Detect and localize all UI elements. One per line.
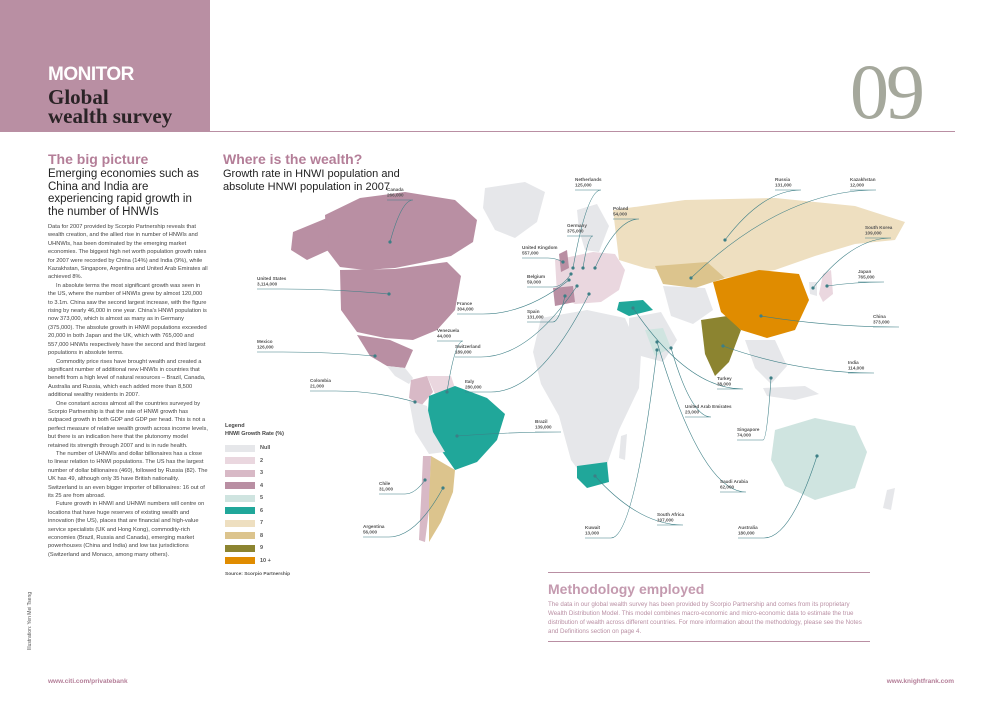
legend-subtitle: HNWI Growth Rate (%) bbox=[225, 431, 284, 437]
central-america-shape bbox=[387, 366, 413, 384]
country-hnwi-value-label: 21,000 bbox=[310, 383, 325, 389]
legend-label: 2 bbox=[260, 457, 264, 464]
country-marker-dot bbox=[567, 278, 570, 281]
body-paragraph: In absolute terms the most significant growth was seen in the US, where the number of HNWIs grew by almost 120,000 to 3.1m. China saw the second largest increase, with the figure rising by nearly 46,000 in one year. China's HNWI population is now 373,000, which is almost as many as in Germany (375,000). The absolute growth in HNWI populations exceeded 20,000 in both Japan and the UK, which with 765,000 and 557,000 HNWIs respectively have the second and third largest populations in absolute terms. bbox=[48, 282, 207, 357]
country-marker-dot bbox=[769, 376, 772, 379]
country-name-label: Colombia bbox=[310, 378, 331, 383]
southeast-asia-shape bbox=[745, 340, 787, 384]
country-hnwi-value-label: 12,000 bbox=[850, 182, 865, 188]
country-name-label: Germany bbox=[567, 223, 587, 228]
country-hnwi-value-label: 38,000 bbox=[717, 381, 732, 387]
mexico-shape bbox=[357, 335, 413, 368]
country-marker-dot bbox=[423, 478, 426, 481]
country-hnwi-value-label: 126,000 bbox=[257, 344, 274, 350]
country-name-label: Argentina bbox=[363, 524, 385, 529]
footer-link-knightfrank[interactable]: www.knightfrank.com bbox=[886, 678, 954, 685]
legend-row bbox=[225, 467, 315, 480]
country-marker-dot bbox=[569, 272, 572, 275]
alaska-shape bbox=[291, 218, 329, 260]
legend-swatch bbox=[225, 482, 255, 489]
turkey-shape bbox=[617, 300, 653, 316]
legend-row bbox=[225, 480, 315, 493]
page-title bbox=[48, 85, 173, 128]
country-callout bbox=[655, 340, 748, 492]
country-hnwi-value-label: 3,114,000 bbox=[257, 281, 278, 287]
country-callout bbox=[457, 278, 571, 314]
country-marker-dot bbox=[373, 354, 376, 357]
country-marker-dot bbox=[593, 266, 596, 269]
country-hnwi-value-label: 74,000 bbox=[737, 432, 752, 438]
legend-rows bbox=[225, 442, 315, 567]
country-name-label: Poland bbox=[613, 206, 629, 211]
country-name-label: Spain bbox=[527, 309, 540, 314]
big-picture-body bbox=[48, 223, 208, 559]
country-name-label: Mexico bbox=[257, 339, 273, 344]
country-name-label: Chile bbox=[379, 481, 391, 486]
country-callout bbox=[737, 376, 773, 440]
country-marker-dot bbox=[815, 454, 818, 457]
brazil-shape bbox=[427, 386, 505, 470]
legend-row bbox=[225, 530, 315, 543]
country-name-label: Australia bbox=[738, 525, 758, 530]
australia-shape bbox=[771, 418, 867, 500]
country-hnwi-value-label: 266,000 bbox=[387, 192, 404, 198]
big-picture-subheading: Emerging economies such as China and India are experiencing rapid growth in the number of HNWIs bbox=[48, 168, 199, 218]
new-zealand-shape bbox=[883, 488, 895, 510]
country-name-label: United Arab Emirates bbox=[685, 404, 732, 409]
methodology-box bbox=[548, 572, 870, 636]
legend-row bbox=[225, 555, 315, 568]
country-callout bbox=[310, 378, 417, 404]
country-callout bbox=[257, 339, 377, 358]
country-marker-dot bbox=[455, 434, 458, 437]
callout-leader-line bbox=[457, 280, 569, 314]
country-hnwi-value-label: 280,000 bbox=[465, 384, 482, 390]
country-hnwi-value-label: 131,000 bbox=[775, 182, 792, 188]
body-paragraph: Commodity price rises have brought wealth and created a significant number of additional new HNWIs in countries that benefit from a high level of natural resources – Brazil, Canada, Australia and Russia, which each added more than 8,500 additional wealthy residents in 2007. bbox=[48, 358, 206, 399]
legend-row bbox=[225, 492, 315, 505]
country-name-label: United States bbox=[257, 276, 287, 281]
big-picture-heading: The big picture bbox=[48, 151, 149, 167]
country-hnwi-value-label: 13,000 bbox=[585, 530, 600, 536]
country-hnwi-value-label: 109,000 bbox=[865, 230, 882, 236]
country-marker-dot bbox=[669, 346, 672, 349]
country-name-label: Belgium bbox=[527, 274, 546, 279]
country-hnwi-value-label: 54,000 bbox=[613, 211, 628, 217]
country-hnwi-value-label: 557,000 bbox=[522, 250, 539, 256]
country-marker-dot bbox=[759, 314, 762, 317]
country-hnwi-value-label: 125,000 bbox=[575, 182, 592, 188]
legend-swatch bbox=[225, 532, 255, 539]
legend-source: Source: Scorpio Partnership bbox=[225, 572, 291, 577]
country-name-label: Japan bbox=[858, 269, 872, 274]
country-name-label: Canada bbox=[387, 187, 404, 192]
canada-shape bbox=[325, 192, 477, 270]
footer-link-citi[interactable]: www.citi.com/privatebank bbox=[48, 678, 128, 685]
country-name-label: South Africa bbox=[657, 512, 685, 517]
legend-row bbox=[225, 542, 315, 555]
country-marker-dot bbox=[655, 348, 658, 351]
country-name-label: Venezuela bbox=[437, 328, 460, 333]
country-hnwi-value-label: 23,000 bbox=[685, 409, 700, 415]
country-hnwi-value-label: 44,000 bbox=[437, 333, 452, 339]
country-hnwi-value-label: 189,000 bbox=[455, 349, 472, 355]
country-name-label: Kazakhstan bbox=[850, 177, 876, 182]
country-marker-dot bbox=[721, 344, 724, 347]
country-name-label: Italy bbox=[465, 379, 475, 384]
country-marker-dot bbox=[413, 400, 416, 403]
argentina-shape bbox=[429, 456, 455, 542]
country-marker-dot bbox=[561, 260, 564, 263]
country-hnwi-value-label: 139,000 bbox=[535, 424, 552, 430]
legend-label: 5 bbox=[260, 495, 264, 502]
india-shape bbox=[701, 316, 741, 376]
country-hnwi-value-label: 56,000 bbox=[363, 529, 378, 535]
callout-leader-line bbox=[257, 352, 375, 356]
legend-row bbox=[225, 442, 315, 455]
country-name-label: Turkey bbox=[717, 376, 732, 381]
country-marker-dot bbox=[441, 486, 444, 489]
legend-title: Legend bbox=[225, 423, 245, 429]
country-hnwi-value-label: 114,000 bbox=[848, 365, 865, 371]
central-asia-shape bbox=[663, 286, 713, 324]
country-marker-dot bbox=[571, 266, 574, 269]
methodology-title: Methodology employed bbox=[548, 581, 705, 597]
page-number: 09 bbox=[850, 48, 922, 135]
country-name-label: Netherlands bbox=[575, 177, 602, 182]
legend-swatch bbox=[225, 545, 255, 552]
body-paragraph: One constant across almost all the countries surveyed by Scorpio Partnership is that the rate of HNWI growth has outpaced growth in both GDP and GDP per head. This is not a perfect measure of relative wealth growth across income levels, but there is an indication here that the plutonomy model retained its strength through 2007 and is in rude health. bbox=[48, 400, 208, 449]
legend-label: 6 bbox=[260, 507, 264, 514]
country-hnwi-value-label: 373,000 bbox=[873, 319, 890, 325]
legend-label: 8 bbox=[260, 532, 264, 539]
country-name-label: France bbox=[457, 301, 473, 306]
legend-swatch bbox=[225, 445, 255, 452]
country-marker-dot bbox=[581, 266, 584, 269]
country-hnwi-value-label: 62,000 bbox=[720, 484, 735, 490]
country-callout bbox=[379, 478, 427, 494]
country-name-label: Singapore bbox=[737, 427, 760, 432]
south-africa-shape bbox=[577, 462, 609, 488]
body-paragraph: The number of UHNWIs and dollar billionaires has a close to linear relation to HNWI populations. The US has the largest number of dollar billionaires (460), followed by Russia (82). The UK has 49, although only 35 have British nationality. Switzerland is an even bigger importer of billionaires: 16 out of its 25 are from abroad. bbox=[48, 450, 208, 499]
country-hnwi-value-label: 107,000 bbox=[657, 517, 674, 523]
country-name-label: Switzerland bbox=[455, 344, 481, 349]
legend-swatch bbox=[225, 470, 255, 477]
indonesia-shape bbox=[763, 386, 819, 400]
country-marker-dot bbox=[655, 340, 658, 343]
page-title-line2: wealth survey bbox=[48, 104, 173, 128]
legend-swatch bbox=[225, 557, 255, 564]
map-heading: Where is the wealth? bbox=[223, 151, 363, 167]
country-marker-dot bbox=[689, 276, 692, 279]
legend-row bbox=[225, 505, 315, 518]
country-hnwi-value-label: 31,000 bbox=[379, 486, 394, 492]
country-marker-dot bbox=[587, 292, 590, 295]
legend-label: 3 bbox=[260, 470, 264, 477]
legend-row bbox=[225, 455, 315, 468]
country-name-label: China bbox=[873, 314, 886, 319]
legend-swatch bbox=[225, 507, 255, 514]
big-picture-column bbox=[48, 151, 208, 559]
country-name-label: United Kingdom bbox=[522, 245, 558, 250]
country-marker-dot bbox=[387, 292, 390, 295]
country-callout bbox=[825, 269, 884, 288]
header-divider bbox=[210, 131, 955, 132]
legend-swatch bbox=[225, 495, 255, 502]
methodology-body: The data in our global wealth survey has been provided by Scorpio Partnership and comes from its proprietary Wealth Distribution Model. This model combines macro-economic and micro-economic data to estimate the true distribution of wealth across different countries. For more information about the methodology, please see the Notes and Definitions section on page 4. bbox=[548, 601, 862, 635]
callout-leader-line bbox=[827, 282, 884, 286]
country-name-label: India bbox=[848, 360, 859, 365]
legend-label: Null bbox=[260, 445, 271, 452]
body-paragraph: Data for 2007 provided by Scorpio Partnership reveals that wealth creation, and the allied rise in number of HNWIs and UHNWIs, has been dominated by the emerging market economies. The biggest high net worth population growth rates for 2007 were recorded by China (14%) and India (9%), while Kazakhstan, Singapore, Argentina and United Arab Emirates all achieved 8%. bbox=[48, 224, 208, 281]
country-marker-dot bbox=[575, 284, 578, 287]
illustration-credit: Illustration: Yen Mei Tseng bbox=[27, 591, 33, 650]
country-marker-dot bbox=[825, 284, 828, 287]
country-hnwi-value-label: 180,000 bbox=[738, 530, 755, 536]
country-hnwi-value-label: 375,000 bbox=[567, 228, 584, 234]
country-hnwi-value-label: 59,000 bbox=[527, 279, 542, 285]
country-marker-dot bbox=[445, 390, 448, 393]
map-legend bbox=[225, 423, 315, 577]
callout-leader-line bbox=[310, 391, 415, 402]
legend-label: 10 + bbox=[260, 557, 271, 564]
country-name-label: Kuwait bbox=[585, 525, 601, 530]
body-paragraph: Future growth in HNWI and UHNWI numbers will centre on locations that have huge reserves of existing wealth and innovation (the US), places that are financial and high-value service specialists (UK and Hong Kong), commodity-rich economies (Brazil, Russia and Canada), emerging market powerhouses (China and India) and low tax jurisdictions (Switzerland and Monaco, among many others). bbox=[48, 501, 205, 558]
country-marker-dot bbox=[593, 474, 596, 477]
legend-row bbox=[225, 517, 315, 530]
legend-label: 4 bbox=[260, 482, 264, 489]
country-hnwi-value-label: 765,000 bbox=[858, 274, 875, 280]
country-name-label: Brazil bbox=[535, 419, 548, 424]
country-name-label: Saudi Arabia bbox=[720, 479, 748, 484]
country-name-label: Russia bbox=[775, 177, 791, 182]
legend-label: 9 bbox=[260, 545, 264, 552]
country-marker-dot bbox=[631, 306, 634, 309]
section-label: MONITOR bbox=[48, 64, 134, 85]
map-subheading: Growth rate in HNWI population and absolute HNWI population in 2007 bbox=[223, 168, 400, 193]
page-title-line1: Global bbox=[48, 85, 109, 109]
methodology-bottom-rule bbox=[548, 641, 870, 642]
country-hnwi-value-label: 131,000 bbox=[527, 314, 544, 320]
legend-label: 7 bbox=[260, 520, 264, 527]
country-name-label: South Korea bbox=[865, 225, 893, 230]
country-marker-dot bbox=[811, 286, 814, 289]
country-marker-dot bbox=[388, 240, 391, 243]
country-hnwi-value-label: 304,000 bbox=[457, 306, 474, 312]
country-marker-dot bbox=[563, 294, 566, 297]
legend-swatch bbox=[225, 457, 255, 464]
world-wealth-map bbox=[215, 170, 955, 590]
country-callout bbox=[721, 344, 874, 373]
greenland-shape bbox=[483, 182, 545, 238]
country-marker-dot bbox=[723, 238, 726, 241]
legend-swatch bbox=[225, 520, 255, 527]
madagascar-shape bbox=[619, 434, 627, 460]
